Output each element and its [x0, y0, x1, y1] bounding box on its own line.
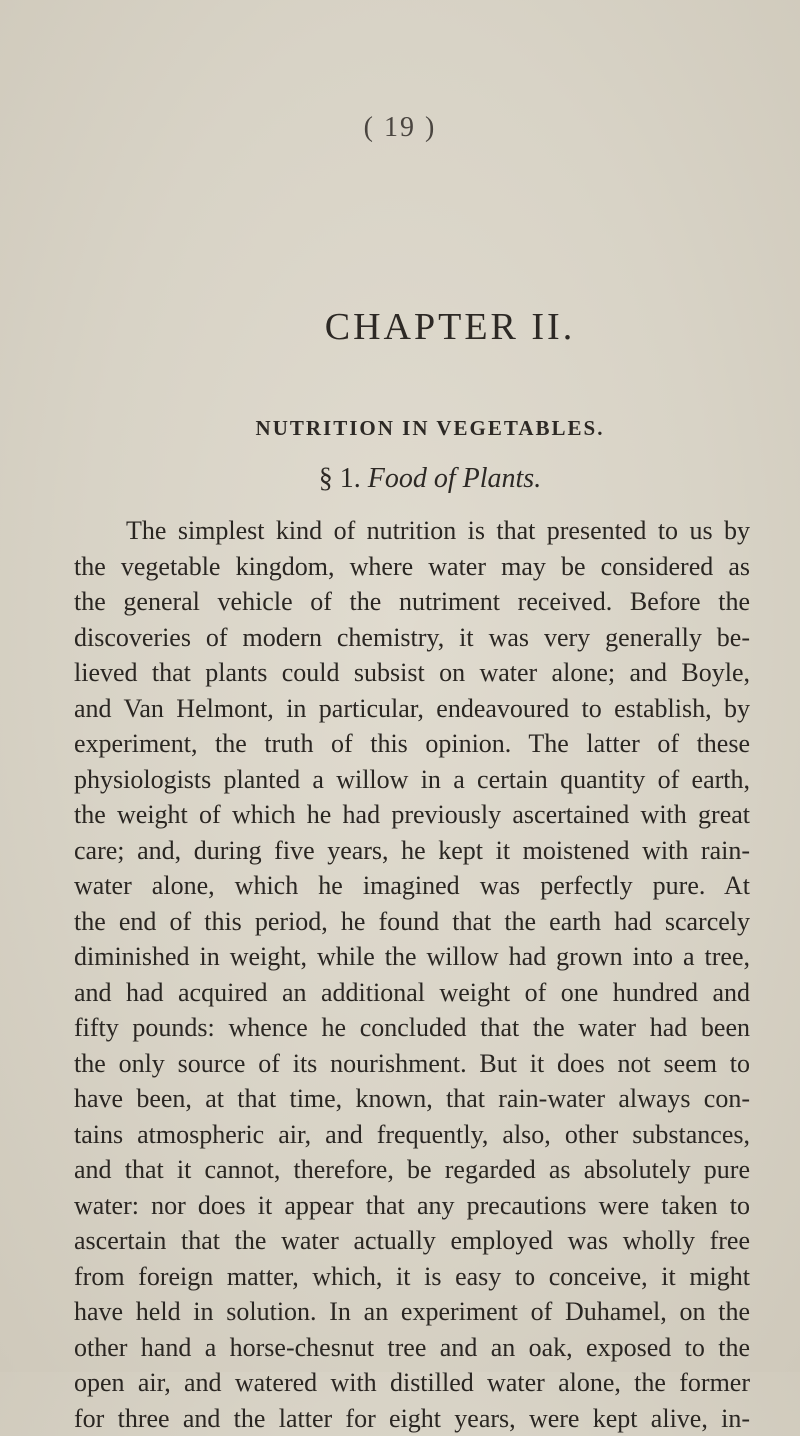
paragraph-line: open air, and watered with distilled water alone, the former [74, 1365, 750, 1401]
paragraph-line: other hand a horse-chesnut tree and an oak, exposed to the [74, 1330, 750, 1366]
chapter-title: CHAPTER II. [0, 305, 800, 349]
subsection-title: Food of Plants. [368, 463, 541, 494]
paragraph-line: the only source of its nourishment. But it does not seem to [74, 1046, 750, 1082]
paragraph-line: tains atmospheric air, and frequently, also, other substances, [74, 1117, 750, 1153]
paragraph-line: have held in solution. In an experiment of Duhamel, on the [74, 1294, 750, 1330]
paragraph-line: ascertain that the water actually employed was wholly free [74, 1223, 750, 1259]
paragraph-line: from foreign matter, which, it is easy to conceive, it might [74, 1259, 750, 1295]
paragraph-line: water alone, which he imagined was perfectly pure. At [74, 868, 750, 904]
section-heading: NUTRITION IN VEGETABLES. [0, 416, 800, 441]
paragraph-line: and that it cannot, therefore, be regarded as absolutely pure [74, 1152, 750, 1188]
paragraph-line: and Van Helmont, in particular, endeavoured to establish, by [74, 691, 750, 727]
paragraph-line: care; and, during five years, he kept it moistened with rain- [74, 833, 750, 869]
page-number: ( 19 ) [0, 112, 800, 144]
paragraph-line: experiment, the truth of this opinion. The latter of these [74, 726, 750, 762]
paragraph-line: the vegetable kingdom, where water may be considered as [74, 549, 750, 585]
paragraph [74, 513, 750, 1436]
paragraph-line: discoveries of modern chemistry, it was very generally be- [74, 620, 750, 656]
paragraph-line: water: nor does it appear that any precautions were taken to [74, 1188, 750, 1224]
paragraph-line: fifty pounds: whence he concluded that the water had been [74, 1010, 750, 1046]
paragraph-line: lieved that plants could subsist on water alone; and Boyle, [74, 655, 750, 691]
paragraph-line: and had acquired an additional weight of one hundred and [74, 975, 750, 1011]
paragraph-line: the end of this period, he found that the earth had scarcely [74, 904, 750, 940]
paragraph-line: the general vehicle of the nutriment received. Before the [74, 584, 750, 620]
paragraph-line: physiologists planted a willow in a certain quantity of earth, [74, 762, 750, 798]
paragraph-line: The simplest kind of nutrition is that presented to us by [74, 513, 750, 549]
paragraph-line: diminished in weight, while the willow had grown into a tree, [74, 939, 750, 975]
subsection-heading [0, 463, 800, 495]
paragraph-line: the weight of which he had previously ascertained with great [74, 797, 750, 833]
paragraph-line: for three and the latter for eight years, were kept alive, in- [74, 1401, 750, 1436]
paragraph-line: have been, at that time, known, that rain-water always con- [74, 1081, 750, 1117]
subsection-number: § 1. [319, 463, 361, 494]
